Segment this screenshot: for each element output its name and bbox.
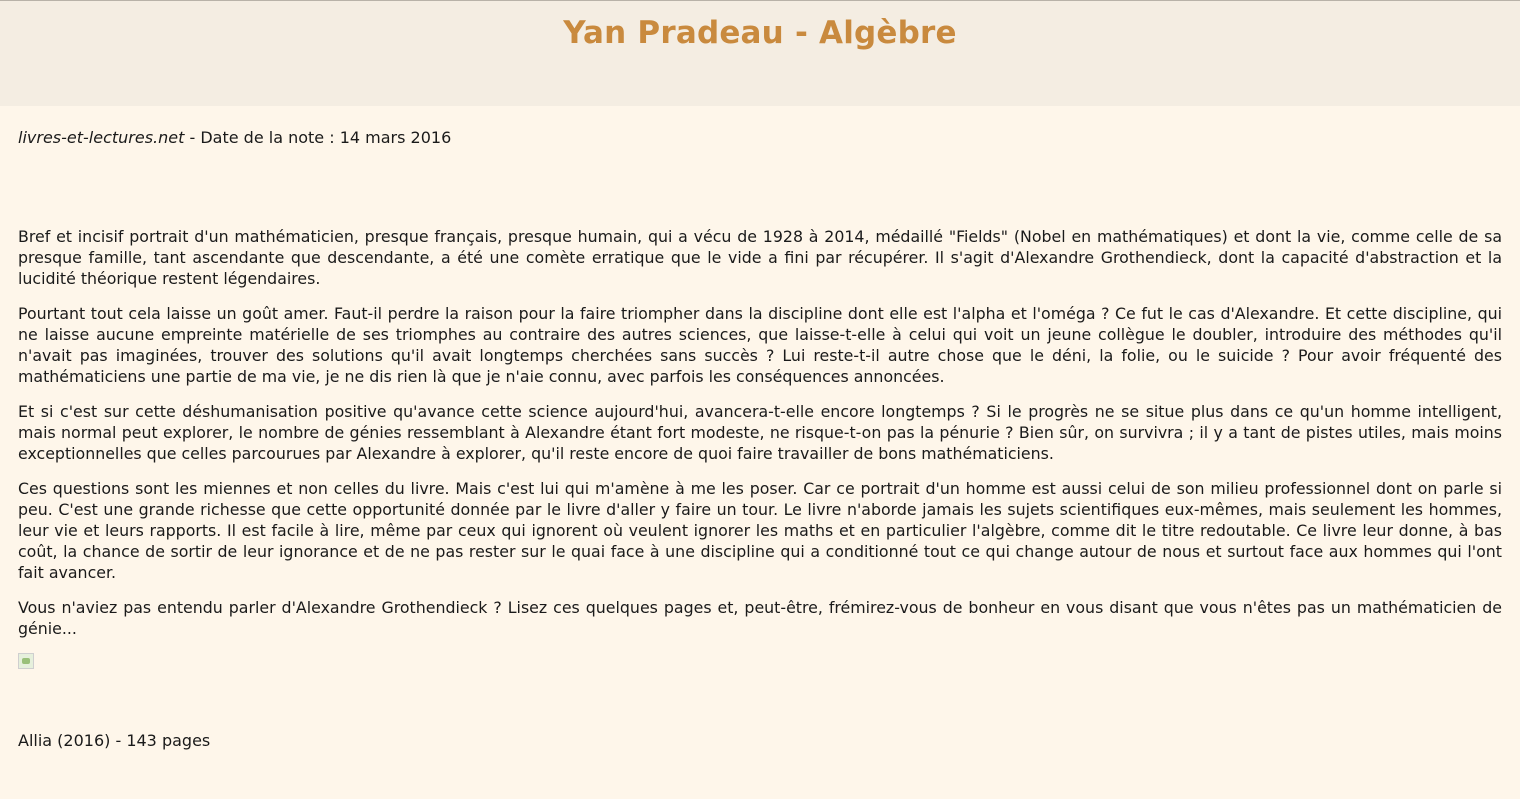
review-paragraph: Bref et incisif portrait d'un mathématicien, presque français, presque humain, qui a vécu de 1928 à 2014, médaillé "Fields" (Nobel en mathématiques) et dont la vie, comme celle de sa presque famille, tant ascendante que descendante, a été une comète erratique que le vide a fini par récupérer. Il s'agit d'Alexandre Grothendieck, dont la capacité d'abstraction et la lucidité théorique restent légendaires. (18, 227, 1502, 288)
review-body (18, 226, 1502, 639)
review-paragraph: Vous n'aviez pas entendu parler d'Alexandre Grothendieck ? Lisez ces quelques pages et, peut-être, frémirez-vous de bonheur en vous disant que vous n'êtes pas un mathématicien de génie... (18, 598, 1502, 638)
broken-image-icon (18, 653, 34, 669)
review-paragraph: Pourtant tout cela laisse un goût amer. Faut-il perdre la raison pour la faire triompher dans la discipline dont elle est l'alpha et l'oméga ? Ce fut le cas d'Alexandre. Et cette discipline, qui ne laisse aucune empreinte matérielle de ses triomphes au contraire des autres sciences, que laisse-t-elle à celui qui voit un jeune collègue le doubler, introduire des méthodes qu'il n'avait pas imaginées, trouver des solutions qu'il avait longtemps cherchées sans succès ? Lui reste-t-il autre chose que le déni, la folie, ou le suicide ? Pour avoir fréquenté des mathématiciens une partie de ma vie, je ne dis rien là que je n'aie connu, avec parfois les conséquences annoncées. (18, 304, 1502, 386)
page-header (0, 1, 1520, 106)
review-paragraph: Ces questions sont les miennes et non celles du livre. Mais c'est lui qui m'amène à me les poser. Car ce portrait d'un homme est aussi celui de son milieu professionnel dont on parle si peu. C'est une grande richesse que cette opportunité donnée par le livre d'aller y faire un tour. Le livre n'aborde jamais les sujets scientifiques eux-mêmes, mais seulement les hommes, leur vie et leurs rapports. Il est facile à lire, même par ceux qui ignorent où veulent ignorer les maths et en particulier l'algèbre, comme dit le titre redoutable. Ce livre leur donne, à bas coût, la chance de sortir de leur ignorance et de ne pas rester sur le quai face à une discipline qui a conditionné tout ce qui change autour de nous et surtout face aux hommes qui l'ont fait avancer. (18, 479, 1502, 582)
page-title: Yan Pradeau - Algèbre (563, 15, 957, 51)
note-date: - Date de la note : 14 mars 2016 (184, 128, 452, 147)
book-info: Allia (2016) - 143 pages (18, 731, 211, 750)
note-meta (18, 128, 1502, 148)
review-paragraph: Et si c'est sur cette déshumanisation positive qu'avance cette science aujourd'hui, avancera-t-elle encore longtemps ? Si le progrès ne se situe plus dans ce qu'un homme intelligent, mais normal peut explorer, le nombre de génies ressemblant à Alexandre étant fort modeste, ne risque-t-on pas la pénurie ? Bien sûr, on survivra ; il y a tant de pistes utiles, mais moins exceptionnelles que celles parcourues par Alexandre à explorer, qu'il reste encore de quoi faire travailler de bons mathématiciens. (18, 402, 1502, 463)
article (0, 128, 1520, 751)
site-name: livres-et-lectures.net (18, 128, 185, 147)
